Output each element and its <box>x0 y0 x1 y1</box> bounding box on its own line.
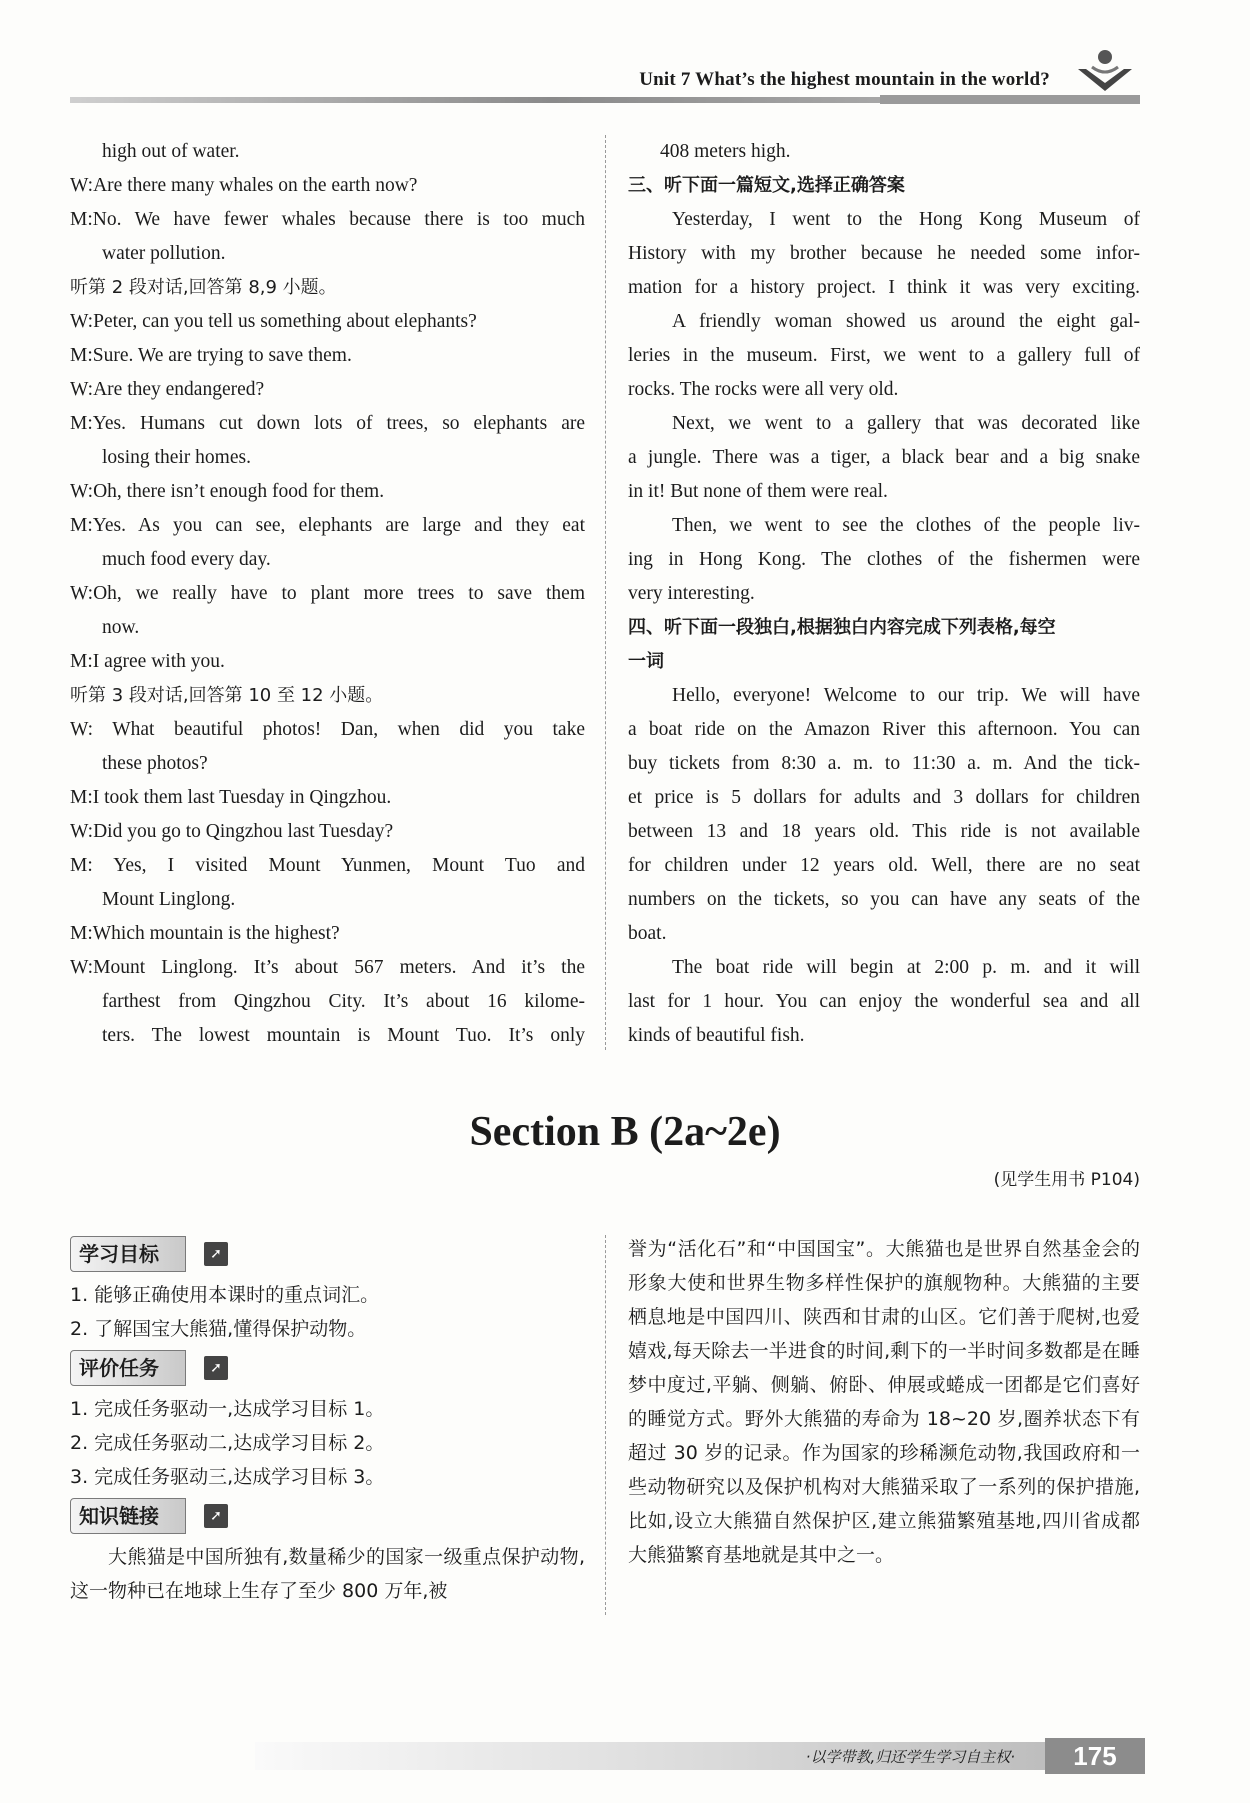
script-line: W:Mount Linglong. It’s about 567 meters. And it’s the <box>70 957 585 978</box>
script-line: farthest from Qingzhou City. It’s about 16 kilome- <box>102 991 585 1012</box>
script-line: The boat ride will begin at 2:00 p. m. and it will <box>672 957 1140 978</box>
arrow-icon: ➚ <box>204 1356 228 1380</box>
script-line: M:Yes. Humans cut down lots of trees, so elephants are <box>70 413 585 434</box>
panda-text-part1: 大熊猫是中国所独有,数量稀少的国家一级重点保护动物,这一物种已在地球上生存了至少 800 万年,被 <box>70 1546 585 1602</box>
script-line: losing their homes. <box>102 447 251 468</box>
arrow-icon: ➚ <box>204 1242 228 1266</box>
section-b-left <box>70 1232 585 1608</box>
script-line: Hello, everyone! Welcome to our trip. We will have <box>672 685 1140 706</box>
script-line: ing in Hong Kong. The clothes of the fishermen were <box>628 549 1140 570</box>
script-line: Yesterday, I went to the Hong Kong Museum of <box>672 209 1140 230</box>
section-heading: 三、听下面一篇短文,选择正确答案 <box>628 175 905 196</box>
listening-script-right <box>628 135 1140 1053</box>
goal-item: 2. 了解国宝大熊猫,懂得保护动物。 <box>70 1318 367 1340</box>
goal-item: 1. 能够正确使用本课时的重点词汇。 <box>70 1284 380 1306</box>
script-line: M:I agree with you. <box>70 651 225 672</box>
learning-goals-label: 学习目标 <box>70 1236 186 1272</box>
script-line: for children under 12 years old. Well, there are no seat <box>628 855 1140 876</box>
script-line: much food every day. <box>102 549 271 570</box>
script-line: History with my brother because he needed some infor- <box>628 243 1140 264</box>
script-line: ters. The lowest mountain is Mount Tuo. It’s only <box>102 1025 585 1046</box>
section-heading: 一词 <box>628 651 664 672</box>
script-line: in it! But none of them were real. <box>628 481 888 502</box>
page-footer <box>255 1738 1145 1774</box>
script-line: very interesting. <box>628 583 755 604</box>
task-item: 2. 完成任务驱动二,达成学习目标 2。 <box>70 1432 385 1454</box>
script-line: W:Are they endangered? <box>70 379 265 400</box>
script-line: Then, we went to see the clothes of the people liv- <box>672 515 1140 536</box>
script-line: W:Are there many whales on the earth now? <box>70 175 418 196</box>
unit-title: Unit 7 What’s the highest mountain in the world? <box>639 69 1050 90</box>
arrow-icon: ➚ <box>204 1504 228 1528</box>
script-line: rocks. The rocks were all very old. <box>628 379 899 400</box>
script-line: M:Which mountain is the highest? <box>70 923 340 944</box>
footer-motto: ·以学带教,归还学生学习自主权· <box>805 1748 1015 1766</box>
evaluation-tasks-tag <box>70 1350 585 1390</box>
script-line: M:Yes. As you can see, elephants are large and they eat <box>70 515 585 536</box>
script-line: mation for a history project. I think it was very exciting. <box>628 277 1140 298</box>
script-line: W: What beautiful photos! Dan, when did you take <box>70 719 585 740</box>
script-line: a boat ride on the Amazon River this afternoon. You can <box>628 719 1140 740</box>
column-divider <box>605 1235 606 1615</box>
column-divider <box>605 135 606 1050</box>
script-line: a jungle. There was a tiger, a black bear and a big snake <box>628 447 1140 468</box>
task-item: 3. 完成任务驱动三,达成学习目标 3。 <box>70 1466 385 1488</box>
student-book-reference: (见学生用书 P104) <box>993 1170 1140 1190</box>
script-line: W:Did you go to Qingzhou last Tuesday? <box>70 821 394 842</box>
dialogue-instruction: 听第 2 段对话,回答第 8,9 小题。 <box>70 277 337 298</box>
script-line: these photos? <box>102 753 208 774</box>
script-line: W:Oh, we really have to plant more trees to save them <box>70 583 585 604</box>
book-logo-icon <box>1070 47 1140 97</box>
dialogue-instruction: 听第 3 段对话,回答第 10 至 12 小题。 <box>70 685 384 706</box>
page-number: 175 <box>1045 1738 1145 1774</box>
listening-script-left <box>70 135 585 1053</box>
script-line: M:I took them last Tuesday in Qingzhou. <box>70 787 392 808</box>
script-line: 408 meters high. <box>660 141 791 162</box>
script-line: M:Sure. We are trying to save them. <box>70 345 352 366</box>
evaluation-tasks-label: 评价任务 <box>70 1350 186 1386</box>
section-heading: 四、听下面一段独白,根据独白内容完成下列表格,每空 <box>628 617 1056 638</box>
script-line: buy tickets from 8:30 a. m. to 11:30 a. m. And the tick- <box>628 753 1140 774</box>
script-line: high out of water. <box>102 141 240 162</box>
script-line: now. <box>102 617 140 638</box>
script-line: et price is 5 dollars for adults and 3 dollars for children <box>628 787 1140 808</box>
knowledge-link-label: 知识链接 <box>70 1498 186 1534</box>
task-item: 1. 完成任务驱动一,达成学习目标 1。 <box>70 1398 385 1420</box>
script-line: W:Oh, there isn’t enough food for them. <box>70 481 385 502</box>
page-header <box>70 55 1140 105</box>
script-line: boat. <box>628 923 667 944</box>
script-line: W:Peter, can you tell us something about elephants? <box>70 311 477 332</box>
script-line: kinds of beautiful fish. <box>628 1025 805 1046</box>
script-line: Next, we went to a gallery that was decorated like <box>672 413 1140 434</box>
script-line: numbers on the tickets, so you can have any seats of the <box>628 889 1140 910</box>
script-line: A friendly woman showed us around the eight gal- <box>672 311 1140 332</box>
script-line: M: Yes, I visited Mount Yunmen, Mount Tuo and <box>70 855 585 876</box>
section-title: Section B (2a~2e) <box>469 1109 781 1155</box>
learning-goals-tag <box>70 1236 585 1276</box>
script-line: Mount Linglong. <box>102 889 236 910</box>
script-line: water pollution. <box>102 243 226 264</box>
script-line: last for 1 hour. You can enjoy the wonderful sea and all <box>628 991 1140 1012</box>
script-line: between 13 and 18 years old. This ride is not available <box>628 821 1140 842</box>
panda-text-part2: 誉为“活化石”和“中国国宝”。大熊猫也是世界自然基金会的形象大使和世界生物多样性保护的旗舰物种。大熊猫的主要栖息地是中国四川、陕西和甘肃的山区。它们善于爬树,也爱嬉戏,每天除去一半进食的时间,剩下的一半时间多数都是在睡梦中度过,平躺、侧躺、俯卧、伸展或蜷成一团都是它们喜好的睡觉方式。野外大熊猫的寿命为 18~20 岁,圈养状态下有超过 30 岁的记录。作为国家的珍稀濒危动物,我国政府和一些动物研究以及保护机构对大熊猫采取了一系列的保护措施,比如,设立大熊猫自然保护区,建立熊猫繁殖基地,四川省成都大熊猫繁育基地就是其中之一。 <box>628 1238 1140 1566</box>
knowledge-link-tag <box>70 1498 585 1538</box>
section-b-right <box>628 1232 1140 1572</box>
script-line: M:No. We have fewer whales because there is too much <box>70 209 585 230</box>
script-line: leries in the museum. First, we went to a gallery full of <box>628 345 1140 366</box>
